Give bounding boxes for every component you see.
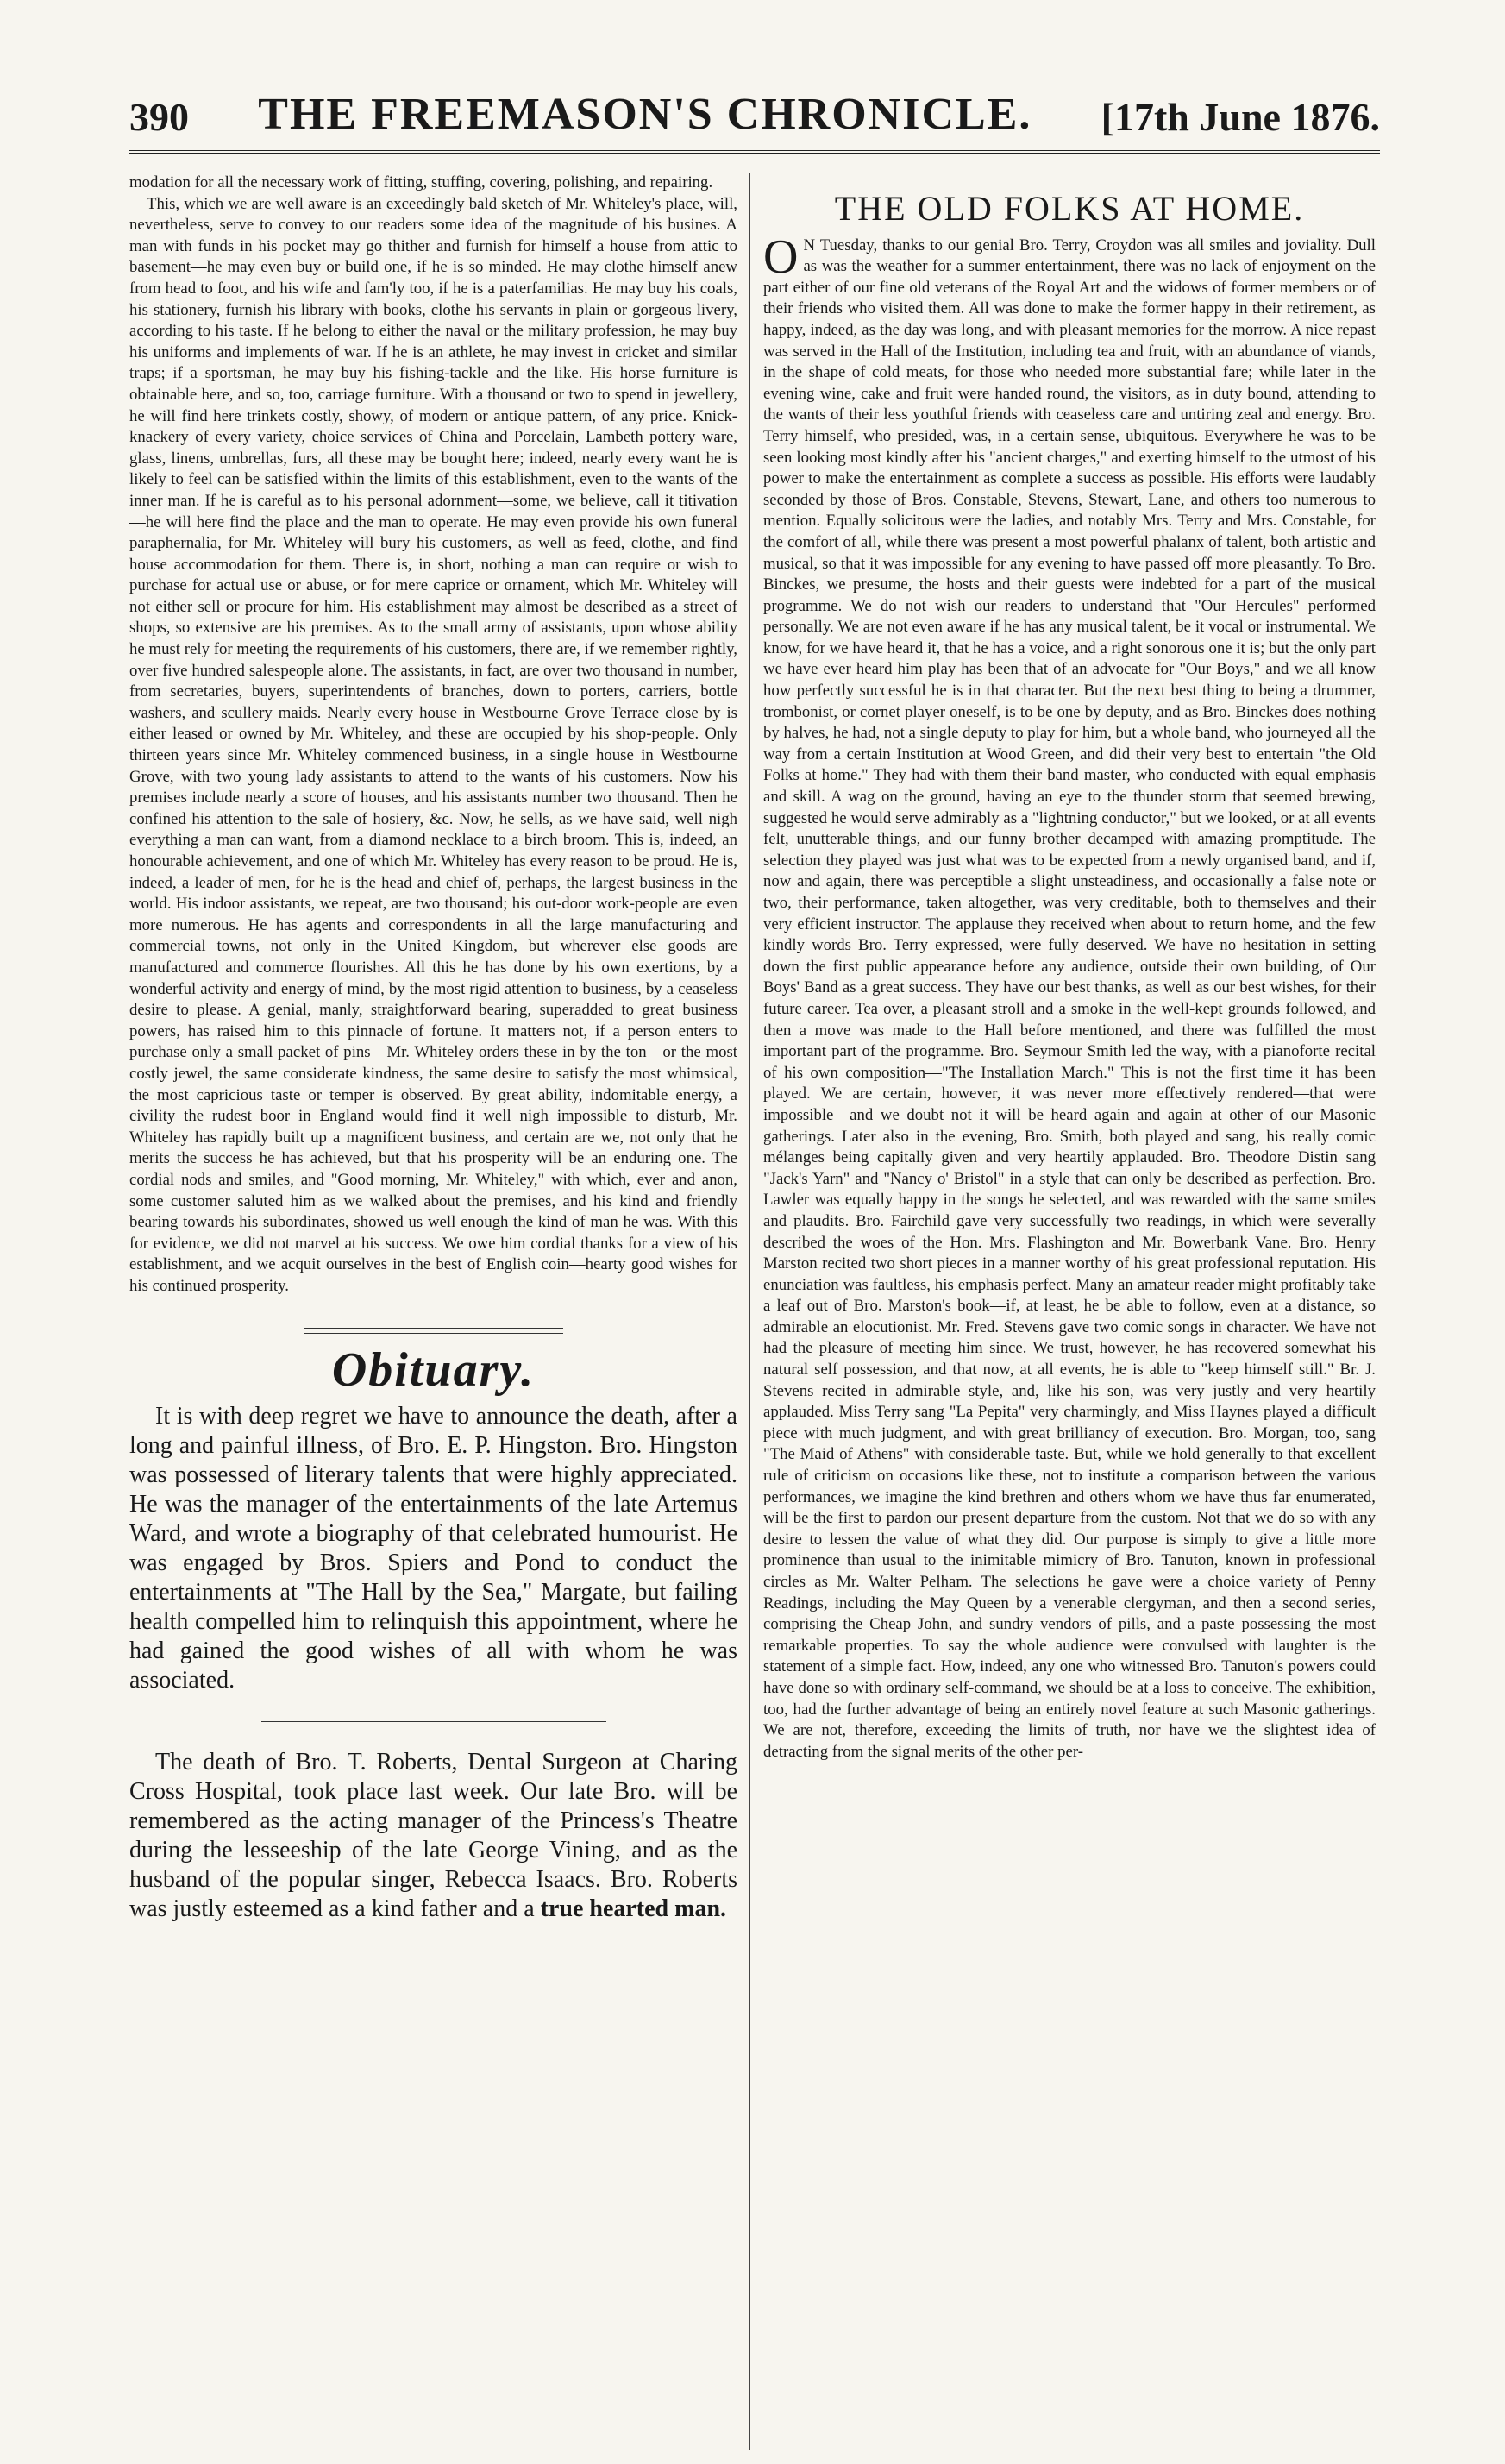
obituary-roberts [129,1748,737,1924]
page-number: 390 [129,95,189,139]
drop-cap: O [763,229,799,284]
obituary-heading: Obituary. [331,1343,536,1398]
old-folks-text: N Tuesday, thanks to our genial Bro. Terry, Croydon was all smiles and joviality. Dull as was the weather for a summer entertainment, there was no lack of enjoyment on the part either of our fine old veterans of the Royal Art and the widows of former members or of their friends who visited them. All was done to make the former happy in their retirement, as happy, indeed, as the day was long, and with pleasant memories for the morrow. A nice repast was served in the Hall of the Institution, including tea and fruit, with an abundance of viands, in the shape of cold meats, for those who needed more substantial fare; while later in the evening wine, cake and fruit were handed round, the visitors, as in duty bound, attending to the wants of their less youthful friends with ceaseless care and untiring zeal and energy. Bro. Terry himself, who presided, was, in a certain sense, ubiquitous. Everywhere he was to be seen looking most kindly after his "ancient charges," and exerting himself to the utmost of his power to make the entertainment as complete a success as possible. His efforts were laudably seconded by those of Bros. Constable, Stevens, Stewart, Lane, and others too numerous to mention. Equally solicitous were the ladies, and notably Mrs. Terry and Mrs. Constable, for the comfort of all, while there was present a most powerful phalanx of talent, both artistic and musical, so that it was impossible for any evening to have passed off more pleasantly. To Bro. Binckes, we presume, the hosts and their guests were indebted for a part of the musical programme. We do not wish our readers to understand that "Our Hercules" performed personally. We are not even aware if he has any musical talent, be it vocal or instrumental. We know, for we have heard it, that he has a voice, and a right sonorous one it is; but the only part we have ever heard him play has been that of an advocate for "Our Boys," and we all know how perfectly successful he is in that character. But the next best thing to being a drummer, trombonist, or cornet player oneself, is to be one by deputy, and as Bro. Binckes does nothing by halves, he had, not a single deputy to play for him, but a whole band, who journeyed all the way from a certain Institution at Wood Green, and did their very best to entertain "the Old Folks at home." They had with them their band master, who conducted with equal emphasis and skill. A wag on the ground, having an eye to the thunder storm that seemed brewing, suggested he would serve admirably as a "lightning conductor," but we looked, or at all events felt, unutterable things, and our funny brother decamped with amazing promptitude. The selection they played was just what was to be expected from a newly organised band, and if, now and again, there was perceptible a slight unsteadiness, and occasionally a false note or two, their performance, taken altogether, was very creditable, both to themselves and their very efficient instructor. The applause they received when about to return home, and the few kindly words Bro. Terry expressed, were fully deserved. We have no hesitation in setting down the first public appearance before any audience, outside their own building, of Our Boys' Band as a great success. They have our best thanks, as well as our best wishes, for their future career. Tea over, a pleasant stroll and a smoke in the well-kept grounds followed, and then a move was made to the Hall before mentioned, and there was fulfilled the most important part of the programme. Bro. Seymour Smith led the way, with a pianoforte recital of his own composition—"The Installation March." This is not the first time it has been played. We are certain, however, it was never more effectively rendered—that were impossible—and we doubt not it will be heard again and again at other of our Masonic gatherings. Later also in the evening, Bro. Smith, both played and sang, his really comic mélanges being capitally given and very heartily applauded. Bro. Theodore Distin sang "Jack's Yarn" and "Nancy o' Bristol" in a style that can only be described as perfection. Bro. Lawler was equally happy in the songs he selected, and was rewarded with the same smiles and plaudits. Bro. Fairchild gave very successfully two readings, in which were severally described the woes of the Hon. Mrs. Flashington and Mr. Bowerbank Vane. Bro. Henry Marston recited two short pieces in a manner worthy of his great professional reputation. His enunciation was faultless, his emphasis perfect. Many an amateur reader might profitably take a leaf out of Bro. Marston's book—if, at least, he be able to follow, even at a distance, so admirable an elocutionist. Mr. Fred. Stevens gave two comic songs in character. We have not had the pleasure of meeting him since. We trust, however, he has recovered somewhat his natural self possession, and that now, at all events, he is able to "keep himself still." Br. J. Stevens recited in admirable style, and, like his son, was very justly and very heartily applauded. Miss Terry sang "La Pepita" very charmingly, and Miss Haynes played a difficult piece with much judgment, and with great brilliancy of execution. Bro. Morgan, too, sang "The Maid of Athens" with considerable taste. But, while we hold generally to that excellent rule of criticism on occasions like these, not to institute a comparison between the various performances, we imagine the kind brethren and others whom we have thus far enumerated, will be the first to pardon our present departure from the custom. Not that we do so with any desire to lessen the value of what they did. Our purpose is simply to give a little more prominence than usual to the inimitable mimicry of Bro. Tanuton, known in professional circles as Mr. Walter Pelham. The selections he gave were a choice variety of Penny Readings, including the May Queen by a venerable clergyman, and then a second series, comprising the Cheap John, and sundry vendors of pills, and a paste possessing the most remarkable properties. To say the whole audience were convulsed with laughter is the statement of a simple fact. How, indeed, any one who witnessed Bro. Tanuton's powers could have done so with ordinary self-command, we should be at a loss to conceive. The exhibition, too, had the further advantage of being an entirely novel feature at such Masonic gatherings. We are not, therefore, exceeding the limits of truth, nor have we the slightest idea of detracting from the signal merits of the other per- [763,236,1376,1761]
column-divider [749,173,750,2450]
left-column [129,173,737,1924]
whiteley-paragraph: This, which we are well aware is an exceedingly bald sketch of Mr. Whiteley's place, will, nevertheless, serve to convey to our readers some idea of the magnitude of his busines. A man with funds in his pocket may go thither and furnish for himself a house from attic to basement—he may even buy or build one, if he is so minded. He may clothe himself anew from head to foot, and his wife and fam'ly too, if he is a paterfamilias. He may buy his coals, his stationery, furnish his library with books, clothe his servants in plain or gorgeous livery, according to his taste. If he belong to either the naval or the military profession, he may buy his uniforms and implements of war. If he is an athlete, he may invest in cricket and similar traps; if a sportsman, he may buy his fishing-tackle and the like. His horse furniture is obtainable here, and so, too, carriage furniture. With a thousand or two to spend in jewellery, he will find here trinkets costly, showy, of modern or antique pattern, of any price. Knick-knackery of every variety, choice services of China and Porcelain, Lambeth pottery ware, glass, linens, umbrellas, furs, all these may be bought here; indeed, nearly every want he is likely to feel can be satisfied within the limits of this establishment, even to the wants of the inner man. If he is careful as to his personal adornment—some, we believe, call it titivation—he will here find the place and the man to operate. He may even provide his own funeral paraphernalia, for Mr. Whiteley will bury his customers, as well as feed, clothe, and find house accommodation for them. There is, in short, nothing a man can require or wish to purchase for actual use or abuse, or for mere caprice or ornament, which Mr. Whiteley will not either sell or procure for him. His establishment may almost be described as a street of shops, so extensive are his premises. As to the small army of assistants, upon whose ability he must rely for meeting the requirements of his customers, there are, if we remember rightly, over five hundred salespeople alone. The assistants, in fact, are over two thousand in number, from secretaries, buyers, superintendents of branches, down to porters, carriers, bottle washers, and scullery maids. Nearly every house in Westbourne Grove Terrace close by is either leased or owned by Mr. Whiteley, and these are occupied by his shop-people. Only thirteen years since Mr. Whiteley commenced business, in a single house in Westbourne Grove, with two young lady assistants to attend to the wants of his customers. Now his premises include nearly a score of houses, and his assistants number two thousand. Then he confined his attention to the sale of hosiery, &c. Now, he sells, as we have said, well nigh everything a man can want, from a diamond necklace to a birch broom. This is, indeed, an honourable achievement, and one of which Mr. Whiteley has every reason to be proud. He is, indeed, a leader of men, for he is the head and chief of, perhaps, the largest business in the world. His indoor assistants, we repeat, are two thousand; his out-door work-people are even more numerous. He has agents and correspondents in all the large manufacturing and commercial towns, not only in the United Kingdom, but wherever else goods are manufactured and commerce flourishes. All this he has done by his own exertions, by a wonderful activity and energy of mind, by the most rigid attention to business, by a ceaseless desire to please. A genial, manly, straightforward bearing, superadded to great business powers, has raised him to this pinnacle of fortune. It matters not, if a person enters to purchase only a small packet of pins—Mr. Whiteley orders these in by the ton—or the most costly jewel, the same considerate kindness, the same desire to satisfy the most whimsical, the most capricious taste or temper is observed. By great ability, indomitable energy, a civility the rudest boor in England would find it well nigh impossible to disturb, Mr. Whiteley has rapidly built up a magnificent business, and certain are we, not only that he merits the success he has achieved, but that his prosperity will be an enduring one. The cordial nods and smiles, and "Good morning, Mr. Whiteley," with which, ever and anon, some customer saluted him as we walked about the premises, and his kind and friendly bearing towards his subordinates, showed us well enough the kind of man he was. With this for evidence, we did not marvel at his success. We owe him cordial thanks for a view of his establishment, and we acquit ourselves in the best of English coin—hearty good wishes for his continued prosperity. [129,194,737,1295]
obituary-hingston: It is with deep regret we have to announce the death, after a long and painful illness, of Bro. E. P. Hingston. Bro. Hingston was possessed of literary talents that were highly appreciated. He was the manager of the entertainments of the late Artemus Ward, and wrote a biography of that celebrated humourist. He was engaged by Bros. Spiers and Pond to conduct the entertainments at "The Hall by the Sea," Margate, but failing health compelled him to relinquish this appointment, where he had gained the good wishes of all with whom he was associated. [129,1403,737,1694]
section-rule-thick [304,1328,563,1329]
continued-paragraph: modation for all the necessary work of fitting, stuffing, covering, polishing, and repairing. [129,173,713,192]
section-rule-thin [304,1333,563,1334]
masthead [129,71,1380,154]
issue-date: [17th June 1876. [1101,95,1380,139]
old-folks-paragraph [763,229,1376,1763]
right-column [763,173,1376,1763]
obituary-roberts-text: The death of Bro. T. Roberts, Dental Surgeon at Charing Cross Hospital, took place last week. Our late Bro. will be remembered as the acting manager of the Princess's Theatre during the lesseeship of the late George Vining, and as the husband of the popular singer, Rebecca Isaacs. Bro. Roberts was justly esteemed as a kind father and a [129,1749,737,1923]
obituary-section [129,1402,737,1924]
article-heading: THE OLD FOLKS AT HOME. [834,189,1305,228]
obituary-roberts-end: true hearted man. [540,1895,727,1923]
obituary-divider [261,1721,606,1722]
publication-title: THE FREEMASON'S CHRONICLE. [258,90,1032,139]
